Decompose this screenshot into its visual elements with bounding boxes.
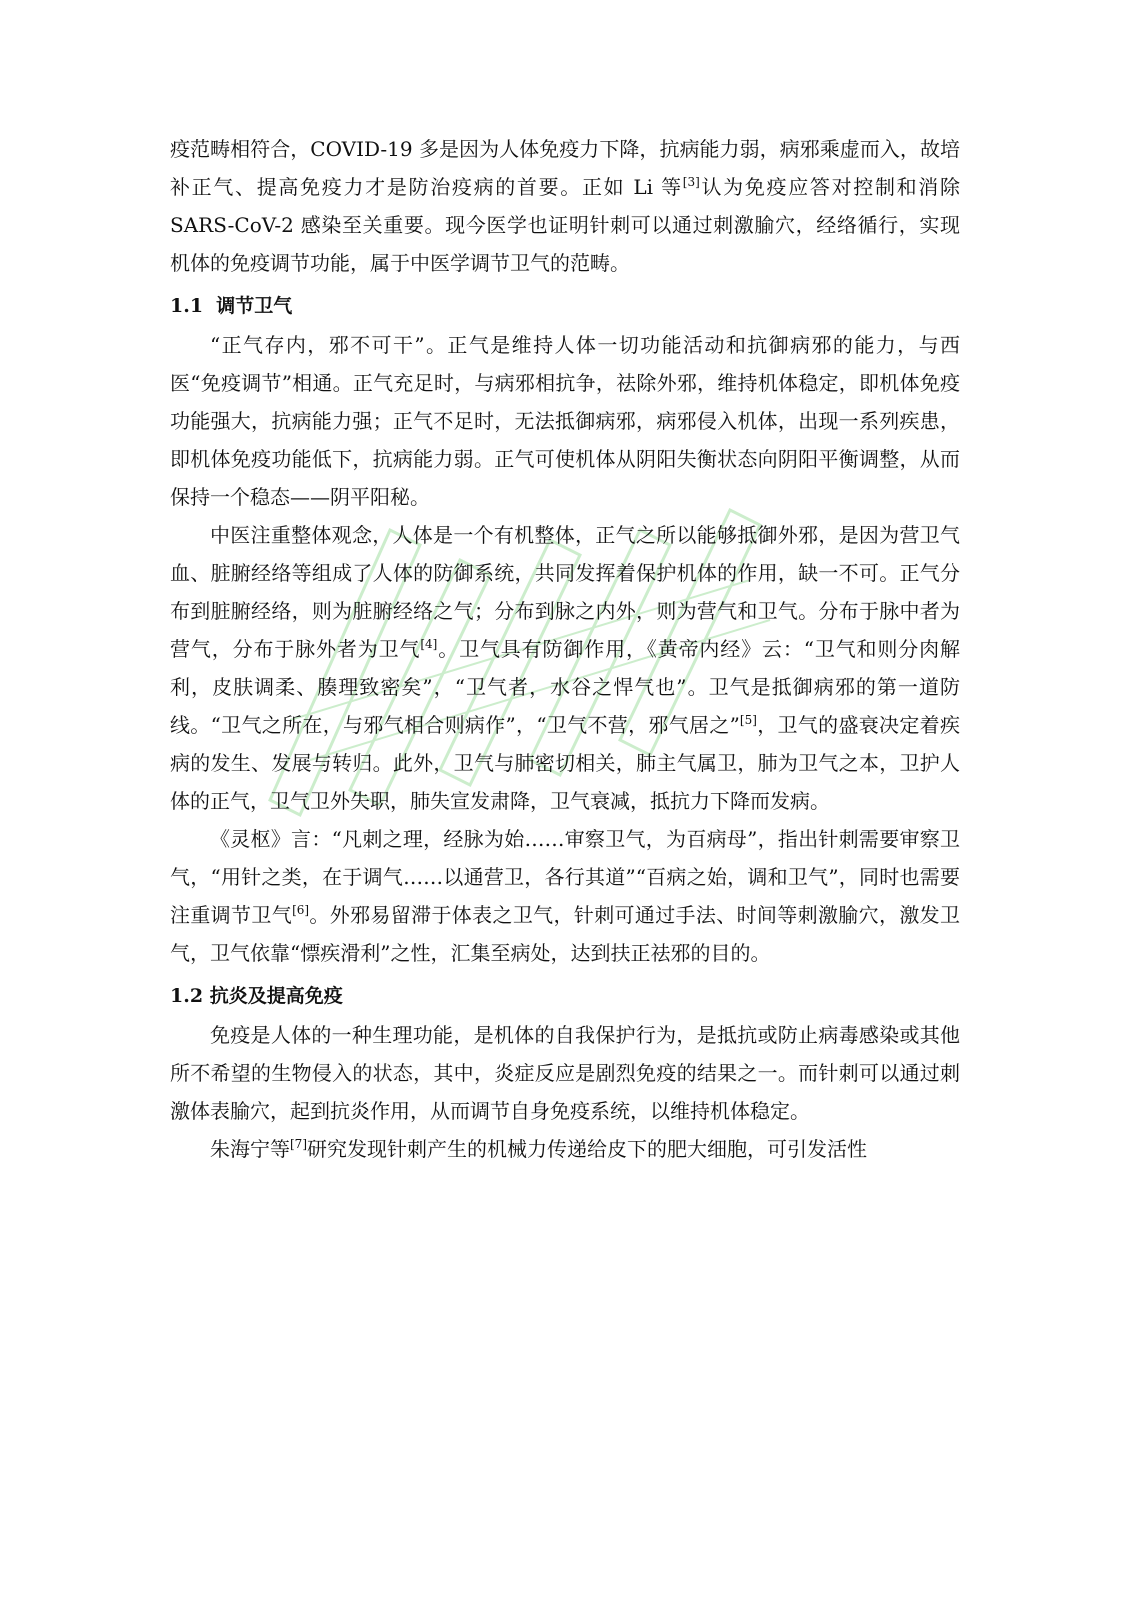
paragraph-text: 《灵枢》言：“凡刺之理，经脉为始……审察卫气，为百病母”，指出针刺需要审察卫气，“用针之类，在于调气……以通营卫，各行其道”“百病之始，调和卫气”，同时也需要注重调节卫气: [170, 827, 960, 927]
citation-ref: [5]: [739, 713, 757, 727]
section-title: 抗炎及提高免疫: [209, 985, 343, 1007]
paragraph-text: 。卫气具有防御作用，《黄帝内经》云：“卫气和则分肉解利，皮肤调柔、腠理致密矣”，“卫气者，水谷之悍气也”。卫气是抵御病邪的第一道防线。“卫气之所在，与邪气相合则病作”，“卫气不营，邪气居之”: [170, 637, 961, 737]
section-heading-1-1: [170, 288, 960, 324]
paragraph-text: ，卫气的盛衰决定着疾病的发生、发展与转归。此外，卫气与肺密切相关，肺主气属卫，肺为卫气之本，卫护人体的正气，卫气卫外失职，肺失宣发肃降，卫气衰减，抵抗力下降而发病。: [170, 713, 960, 813]
citation-ref: [7]: [290, 1137, 307, 1151]
section-heading-1-2: [170, 978, 960, 1014]
paragraph: [170, 820, 960, 972]
paragraph: [170, 1130, 960, 1168]
paragraph: “正气存内，邪不可干”。正气是维持人体一切功能活动和抗御病邪的能力，与西医“免疫调节”相通。正气充足时，与病邪相抗争，祛除外邪，维持机体稳定，即机体免疫功能强大，抗病能力强；正气不足时，无法抵御病邪，病邪侵入机体，出现一系列疾患，即机体免疫功能低下，抗病能力弱。正气可使机体从阴阳失衡状态向阴阳平衡调整，从而保持一个稳态——阴平阳秘。: [170, 333, 960, 509]
paragraph: 免疫是人体的一种生理功能，是机体的自我保护行为，是抵抗或防止病毒感染或其他所不希望的生物侵入的状态，其中，炎症反应是剧烈免疫的结果之一。而针刺可以通过刺激体表腧穴，起到抗炎作用，从而调节自身免疫系统，以维持机体稳定。: [170, 1023, 960, 1123]
paragraph-text: 研究发现针刺产生的机械力传递给皮下的肥大细胞，可引发活性: [307, 1137, 867, 1161]
paragraph-text: 朱海宁等: [210, 1137, 290, 1161]
citation-ref: [3]: [682, 175, 700, 189]
paragraph: [170, 516, 960, 820]
section-number: 1.1: [170, 295, 204, 317]
section-number: 1.2: [170, 985, 204, 1007]
paragraph-text: 中医注重整体观念，人体是一个有机整体，正气之所以能够抵御外邪，是因为营卫气血、脏腑经络等组成了人体的防御系统，共同发挥着保护机体的作用，缺一不可。正气分布到脏腑经络，则为脏腑经络之气；分布到脉之内外，则为营气和卫气。分布于脉中者为营气，分布于脉外者为卫气: [170, 523, 960, 661]
body-text: [170, 130, 960, 1168]
paragraph-intro: [170, 130, 960, 282]
paragraph-text: 。外邪易留滞于体表之卫气，针刺可通过手法、时间等刺激腧穴，激发卫气，卫气依靠“慓疾滑利”之性，汇集至病处，达到扶正祛邪的目的。: [170, 903, 961, 965]
paragraph-text: 认为免疫应答对控制和消除 SARS-CoV-2 感染至关重要。现今医学也证明针刺可以通过刺激腧穴，经络循行，实现机体的免疫调节功能，属于中医学调节卫气的范畴。: [170, 175, 960, 275]
citation-ref: [6]: [292, 903, 310, 917]
citation-ref: [4]: [420, 637, 438, 651]
paragraph-text: 疫范畴相符合，COVID-19 多是因为人体免疫力下降，抗病能力弱，病邪乘虚而入，故培补正气、提高免疫力才是防治疫病的首要。正如 Li 等: [170, 137, 960, 199]
section-title: 调节卫气: [216, 295, 293, 317]
